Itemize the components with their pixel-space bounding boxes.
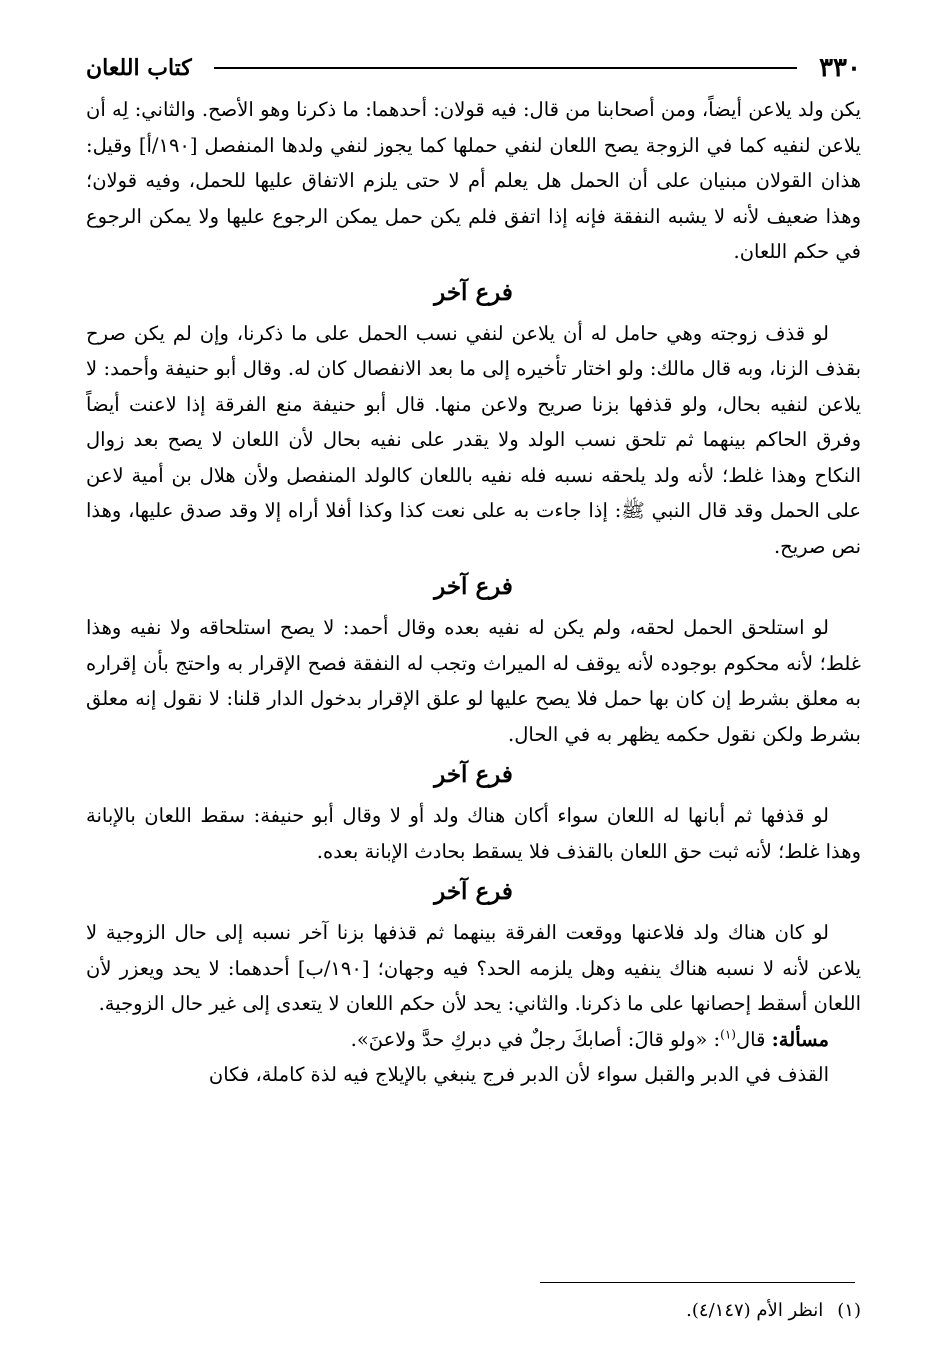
- section-heading: فرع آخر: [434, 278, 513, 306]
- paragraph: القذف في الدبر والقبل سواء لأن الدبر فرج ينبغي بالإيلاج فيه لذة كاملة، فكان: [208, 1063, 829, 1086]
- section-heading: فرع آخر: [434, 573, 513, 600]
- section-heading: فرع آخر: [434, 761, 513, 788]
- footnote-marker: (١): [720, 1027, 736, 1041]
- footnote-rule: [540, 1282, 855, 1283]
- masala-paragraph: [86, 1022, 861, 1058]
- running-title: كتاب اللعان: [86, 55, 192, 81]
- masala-quote: : «ولو قالَ: أصابكَ رجلٌ في دبركِ حدَّ ولاعنَ».: [350, 1027, 721, 1051]
- paragraph: لو قذف زوجته وهي حامل له أن يلاعن لنفي نسب الحمل على ما ذكرنا، وإن لم يكن صرح بقذف الزنا، وبه قال مالك: ولو اختار تأخيره إلى ما بعد الانفصال كان له. وقال أبو حنيفة وأحمد: لا يلاعن لنفيه بحال، ولو قذفها بزنا صريح ولاعن منها. قال أبو حنيفة منع الفرقة إذا لاعنت أيضاً وفرق الحاكم بينهما ثم تلحق نسب الولد ولا يقدر على نفيه بحال لأن اللعان لا يصح بعد زوال النكاح وهذا غلط؛ لأنه ولد يلحقه نسبه فله نفيه باللعان كالولد المنفصل ولأن هلال بن أمية لاعن على الحمل وقد قال النبي ﷺ: إذا جاءت به على نعت كذا وكذا أفلا أراه إلا وقد صدق عليها، وهذا نص صريح.: [86, 321, 861, 558]
- masala-label: مسألة:: [771, 1027, 829, 1051]
- page-header: [86, 48, 861, 88]
- page-number: ٣٣٠: [819, 53, 861, 83]
- footnote: [686, 1298, 861, 1324]
- footnote-text: انظر الأم (٤/١٤٧).: [686, 1300, 824, 1321]
- paragraph: لو قذفها ثم أبانها له اللعان سواء أكان هناك ولد أو لا وقال أبو حنيفة: سقط اللعان بالإبانة وهذا غلط؛ لأنه ثبت حق اللعان بالقذف فلا يسقط بحادث الإبانة بعده.: [86, 804, 861, 863]
- body-text: [86, 92, 861, 1093]
- section-heading: فرع آخر: [434, 878, 513, 905]
- paragraph: يكن ولد يلاعن أيضاً، ومن أصحابنا من قال: فيه قولان: أحدهما: ما ذكرنا وهو الأصح. والثاني: لِه أن يلاعن لنفيه كما في الزوجة يصح اللعان لنفي حملها كما يجوز لنفي ولدها المنفصل [١٩٠/أ] وقيل: هذان القولان مبنيان على أن الحمل هل يعلم أم لا حتى يلزم الاتفاق عليها للحمل، وفيه قولان؛ وهذا ضعيف لأنه لا يشبه النفقة فإنه إذا اتفق فلم يكن حمل يمكن الرجوع عليها ولا يمكن الرجوع في حكم اللعان.: [86, 98, 861, 263]
- footnote-number: (١): [837, 1300, 861, 1321]
- paragraph: لو كان هناك ولد فلاعنها ووقعت الفرقة بينهما ثم قذفها بزنا آخر نسبه إلى حال الزوجية لا يلاعن لأنه لا نسبه هناك ينفيه وهل يلزمه الحد؟ فيه وجهان؛ [١٩٠/ب] أحدهما: لا يحد ويعزر لأن اللعان أسقط إحصانها على ما ذكرنا. والثاني: يحد لأن حكم اللعان لا يتعدى إلى غير حال الزوجية.: [86, 921, 862, 1015]
- header-rule: [214, 67, 797, 69]
- masala-qal: قال: [735, 1027, 766, 1051]
- paragraph: لو استلحق الحمل لحقه، ولم يكن له نفيه بعده وقال أحمد: لا يصح استلحاقه ولا نفيه وهذا غلط؛ لأنه محكوم بوجوده لأنه يوقف له الميراث وتجب له النفقة فصح الإقرار به واحتج بأن إقراره به معلق بشرط إن كان بها حمل فلا يصح عليها لو علق الإقرار بدخول الدار قلنا: لا نقول إنه معلق بشرط ولكن نقول حكمه يظهر به في الحال.: [86, 616, 861, 746]
